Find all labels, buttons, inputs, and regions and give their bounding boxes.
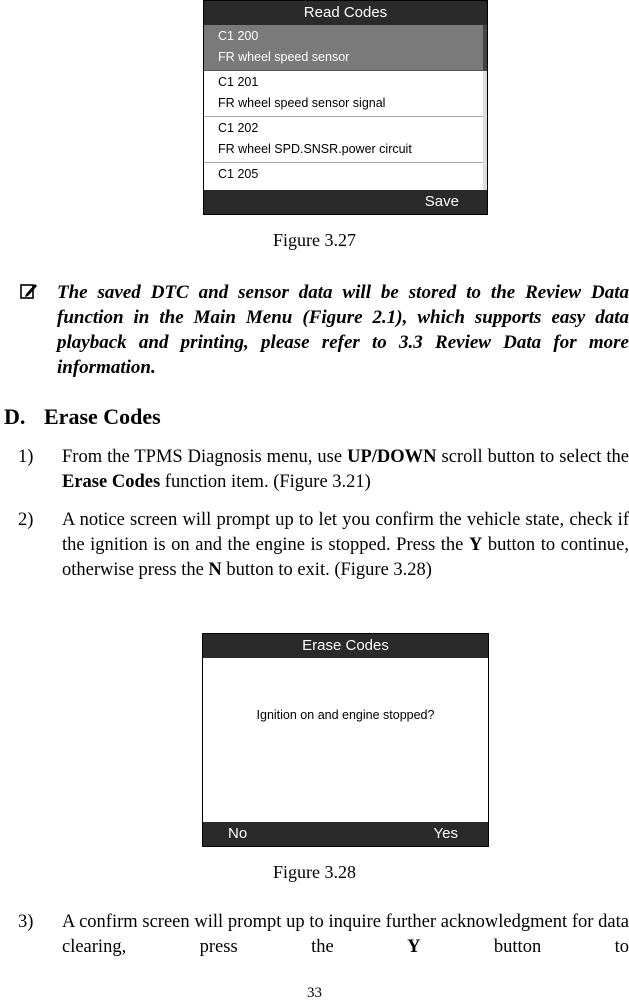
figure-caption: Figure 3.27 (273, 230, 356, 250)
pencil-note-icon (20, 282, 38, 300)
step-number: 3) (18, 912, 34, 932)
section-letter: D. (4, 404, 26, 429)
dtc-item[interactable] (204, 163, 487, 187)
confirm-message: Ignition on and engine stopped? (256, 708, 435, 722)
dtc-list (204, 25, 487, 187)
step-text: A confirm screen will prompt up to inquire further acknowledgment for data clearing, press the Y button to (62, 912, 629, 957)
dtc-item[interactable] (204, 71, 487, 117)
step-text: From the TPMS Diagnosis menu, use UP/DOWN scroll button to select the Erase Codes function item. (Figure 3.21) (62, 447, 629, 492)
section-title: Erase Codes (44, 404, 161, 429)
step-number: 1) (18, 447, 34, 467)
step-number: 2) (18, 510, 34, 530)
yes-button[interactable]: Yes (433, 825, 458, 842)
note-text: The saved DTC and sensor data will be stored to the Review Data function in the Main Menu (Figure 2.1), which supports easy data playback and printing, please refer to 3.3 Review Data for more information. (57, 282, 629, 378)
bottom-bar (203, 822, 488, 846)
scrollbar-thumb[interactable] (483, 25, 487, 71)
read-codes-screen (203, 0, 488, 215)
page-number: 33 (307, 985, 322, 1001)
dtc-item[interactable] (204, 25, 487, 71)
dtc-code: C1 201 (218, 75, 259, 89)
dtc-code: C1 202 (218, 121, 259, 135)
figure-caption: Figure 3.28 (273, 862, 356, 882)
screen-title: Read Codes (204, 1, 487, 25)
step-text: A notice screen will prompt up to let you confirm the vehicle state, check if the ignition is on and the engine is stopped. Press the Y button to continue, otherwise press the N button to exit. (Figure 3.28) (62, 510, 629, 580)
erase-codes-screen (202, 633, 489, 847)
save-button[interactable]: Save (424, 193, 459, 210)
section-heading (4, 404, 161, 430)
dtc-code: C1 200 (218, 29, 259, 43)
bottom-bar (204, 190, 487, 214)
dtc-description: FR wheel speed sensor (218, 50, 350, 64)
dtc-item[interactable] (204, 117, 487, 163)
no-button[interactable]: No (228, 825, 248, 842)
screen-title: Erase Codes (203, 634, 488, 658)
dtc-description: FR wheel SPD.SNSR.power circuit (218, 142, 412, 156)
dtc-code: C1 205 (218, 167, 259, 181)
dtc-description: FR wheel speed sensor signal (218, 96, 386, 110)
